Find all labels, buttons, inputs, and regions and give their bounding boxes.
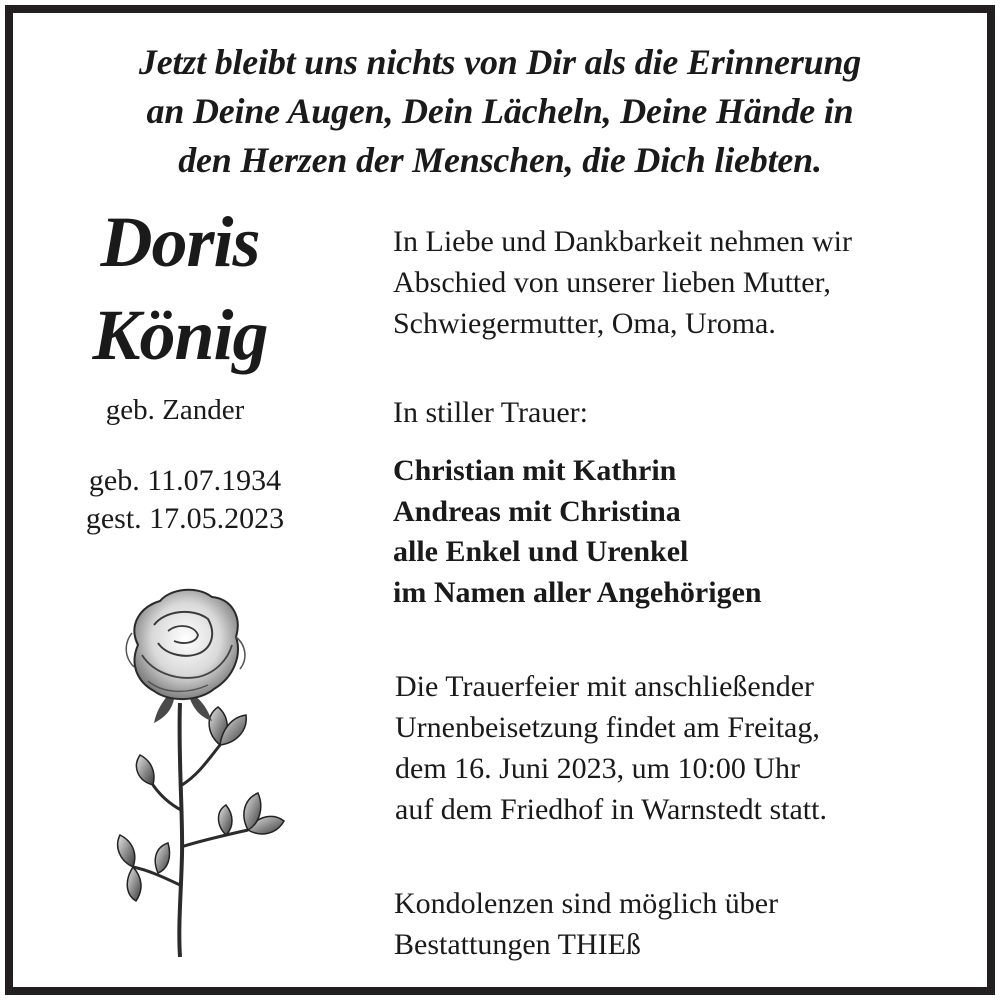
motto-line: den Herzen der Menschen, die Dich liebten. xyxy=(178,140,822,180)
mourner: alle Enkel und Urenkel xyxy=(393,535,689,568)
mourner: Andreas mit Christina xyxy=(393,494,681,528)
maiden-name: geb. Zander xyxy=(105,394,245,426)
rose-icon xyxy=(108,585,293,965)
intro-line: Abschied von unserer lieben Mutter, xyxy=(393,266,831,299)
intro-line: In Liebe und Dankbarkeit nehmen wir xyxy=(393,225,853,258)
mourning-label: In stiller Trauer: xyxy=(393,396,588,429)
mourner: im Namen aller Angehörigen xyxy=(393,575,762,609)
ceremony-line: Die Trauerfeier mit anschließender xyxy=(395,670,815,703)
intro-line: Schwiegermutter, Oma, Uroma. xyxy=(393,307,776,340)
deceased-first-name: Doris xyxy=(100,202,260,282)
condolences-line: Kondolenzen sind möglich über xyxy=(394,887,779,920)
mourner: Christian mit Kathrin xyxy=(393,454,677,487)
condolences-notice xyxy=(394,883,778,965)
condolences-line: Bestattungen THIEß xyxy=(394,928,641,961)
death-date: gest. 17.05.2023 xyxy=(85,502,285,535)
intro-text xyxy=(393,221,852,344)
motto-verse xyxy=(20,38,980,185)
mourners-list xyxy=(393,451,762,613)
birth-date: geb. 11.07.1934 xyxy=(88,464,282,497)
ceremony-notice xyxy=(395,666,827,830)
ceremony-line: Urnenbeisetzung findet am Freitag, xyxy=(395,711,820,744)
ceremony-line: dem 16. Juni 2023, um 10:00 Uhr xyxy=(395,752,800,785)
motto-line: Jetzt bleibt uns nichts von Dir als die Erinnerung xyxy=(138,42,862,82)
life-dates xyxy=(40,462,330,538)
ceremony-line: auf dem Friedhof in Warnstedt statt. xyxy=(395,793,827,826)
deceased-last-name: König xyxy=(92,295,268,375)
motto-line: an Deine Augen, Dein Lächeln, Deine Hände in xyxy=(146,91,854,131)
